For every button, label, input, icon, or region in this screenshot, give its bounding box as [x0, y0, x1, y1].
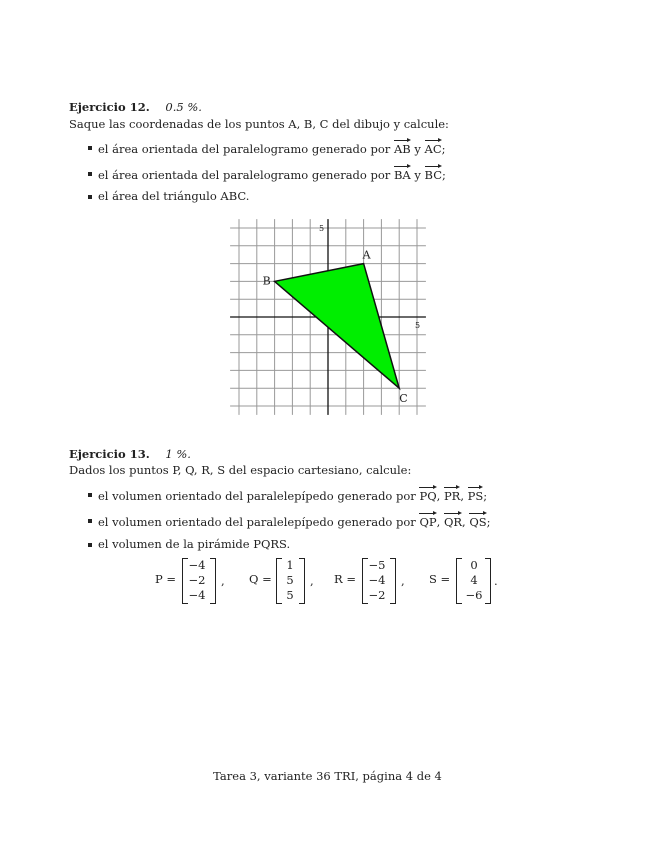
ex13-title — [69, 447, 191, 461]
vector-bc: BC — [424, 168, 442, 182]
matrix-s: S = 0 4 −6 . — [429, 558, 498, 602]
vector-ab: AB — [393, 142, 411, 156]
matrix-r: R = −5 −4 −2 , — [334, 558, 405, 602]
ex13-item-2: el volumen orientado del paralelepípedo generado por QP, QR, QS; — [98, 515, 491, 529]
vector-pr: PR — [443, 489, 461, 503]
x-tick-label: 5 — [415, 321, 421, 330]
matrix-q: Q = 1 5 5 , — [249, 558, 314, 602]
vector-qs: QS — [469, 515, 487, 529]
matrix-label: P = — [155, 572, 177, 586]
bullet — [88, 543, 92, 547]
point-label-b: B — [262, 274, 271, 288]
ex13-item-3: el volumen de la pirámide PQRS. — [98, 537, 291, 551]
page-footer: Tarea 3, variante 36 TRI, página 4 de 4 — [213, 769, 442, 783]
ex12-item-1: el área orientada del paralelogramo generado por AB y AC; — [98, 142, 446, 156]
vector-qr: QR — [443, 515, 463, 529]
vector-pq: PQ — [419, 489, 437, 503]
y-tick-label: 5 — [319, 224, 325, 233]
ex13-heading: Ejercicio 13. — [69, 447, 150, 461]
point-label-c: C — [399, 392, 408, 406]
vector-qp: QP — [419, 515, 437, 529]
ex12-heading: Ejercicio 12. — [69, 100, 150, 114]
bracket-right — [210, 558, 216, 604]
bullet — [88, 519, 92, 523]
vector-ba: BA — [393, 168, 411, 182]
ex13-weight: 1 %. — [165, 447, 191, 461]
point-label-a: A — [362, 248, 371, 262]
matrix-label: Q = — [249, 572, 272, 586]
bracket-left — [456, 558, 462, 604]
ex12-weight: 0.5 %. — [165, 100, 202, 114]
ex13-intro: Dados los puntos P, Q, R, S del espacio cartesiano, calcule: — [69, 463, 412, 477]
ex13-item-1: el volumen orientado del paralelepípedo generado por PQ, PR, PS; — [98, 489, 488, 503]
ex12-item-3: el área del triángulo ABC. — [98, 189, 250, 203]
matrix-p: P = −4 −2 −4 , — [155, 558, 225, 602]
bullet — [88, 493, 92, 497]
bracket-right — [485, 558, 491, 604]
vector-ac: AC — [424, 142, 442, 156]
bracket-right — [299, 558, 305, 604]
bracket-right — [390, 558, 396, 604]
ex12-intro: Saque las coordenadas de los puntos A, B, C del dibujo y calcule: — [69, 117, 449, 131]
triangle-abc — [275, 264, 400, 389]
ex12-item-2: el área orientada del paralelogramo generado por BA y BC; — [98, 168, 446, 182]
vector-ps: PS — [467, 489, 484, 503]
matrix-label: S = — [429, 572, 451, 586]
matrix-label: R = — [334, 572, 356, 586]
